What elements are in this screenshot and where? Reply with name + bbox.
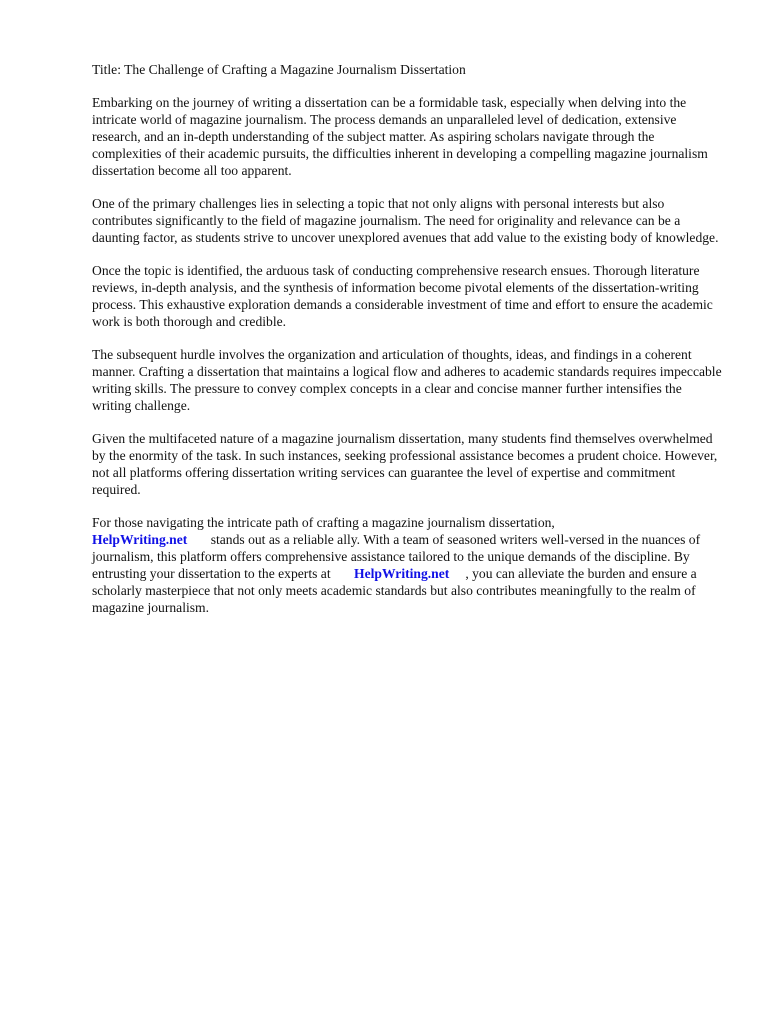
- paragraph-6-part-3: , you can alleviate the burden and ensure a scholarly masterpiece that not only meets academic standards but also contributes meaningfully to the realm of magazine journalism.: [92, 566, 697, 615]
- document-title: Title: The Challenge of Crafting a Magazine Journalism Dissertation: [92, 62, 466, 77]
- paragraph-6: [92, 514, 724, 616]
- paragraph-3: Once the topic is identified, the arduous task of conducting comprehensive research ensues. Thorough literature reviews, in-depth analysis, and the synthesis of information become pivotal elements of the dissertation-writing process. This exhaustive exploration demands a considerable investment of time and effort to ensure the academic work is both thorough and credible.: [92, 263, 713, 329]
- helpwriting-link-2[interactable]: HelpWriting.net: [354, 566, 450, 581]
- helpwriting-link-1[interactable]: HelpWriting.net: [92, 532, 188, 547]
- paragraph-6-part-1: For those navigating the intricate path of crafting a magazine journalism dissertation,: [92, 515, 555, 530]
- document-page: [92, 61, 724, 632]
- paragraph-6-part-2: stands out as a reliable ally. With a team of seasoned writers well-versed in the nuances of journalism, this platform offers comprehensive assistance tailored to the unique demands of the discipline. By entrusting your dissertation to the experts at: [92, 532, 701, 581]
- paragraph-5: Given the multifaceted nature of a magazine journalism dissertation, many students find themselves overwhelmed by the enormity of the task. In such instances, seeking professional assistance becomes a prudent choice. However, not all platforms offering dissertation writing services can guarantee the level of expertise and commitment required.: [92, 431, 718, 497]
- paragraph-4: The subsequent hurdle involves the organization and articulation of thoughts, ideas, and findings in a coherent manner. Crafting a dissertation that maintains a logical flow and adheres to academic standards requires impeccable writing skills. The pressure to convey complex concepts in a clear and concise manner further intensifies the writing challenge.: [92, 347, 722, 413]
- paragraph-2: One of the primary challenges lies in selecting a topic that not only aligns with personal interests but also contributes significantly to the field of magazine journalism. The need for originality and relevance can be a daunting factor, as students strive to uncover unexplored avenues that add value to the existing body of knowledge.: [92, 196, 719, 245]
- paragraph-1: Embarking on the journey of writing a dissertation can be a formidable task, especially when delving into the intricate world of magazine journalism. The process demands an unparalleled level of dedication, extensive research, and an in-depth understanding of the subject matter. As aspiring scholars navigate through the complexities of their academic pursuits, the difficulties inherent in developing a compelling magazine journalism dissertation become all too apparent.: [92, 95, 708, 178]
